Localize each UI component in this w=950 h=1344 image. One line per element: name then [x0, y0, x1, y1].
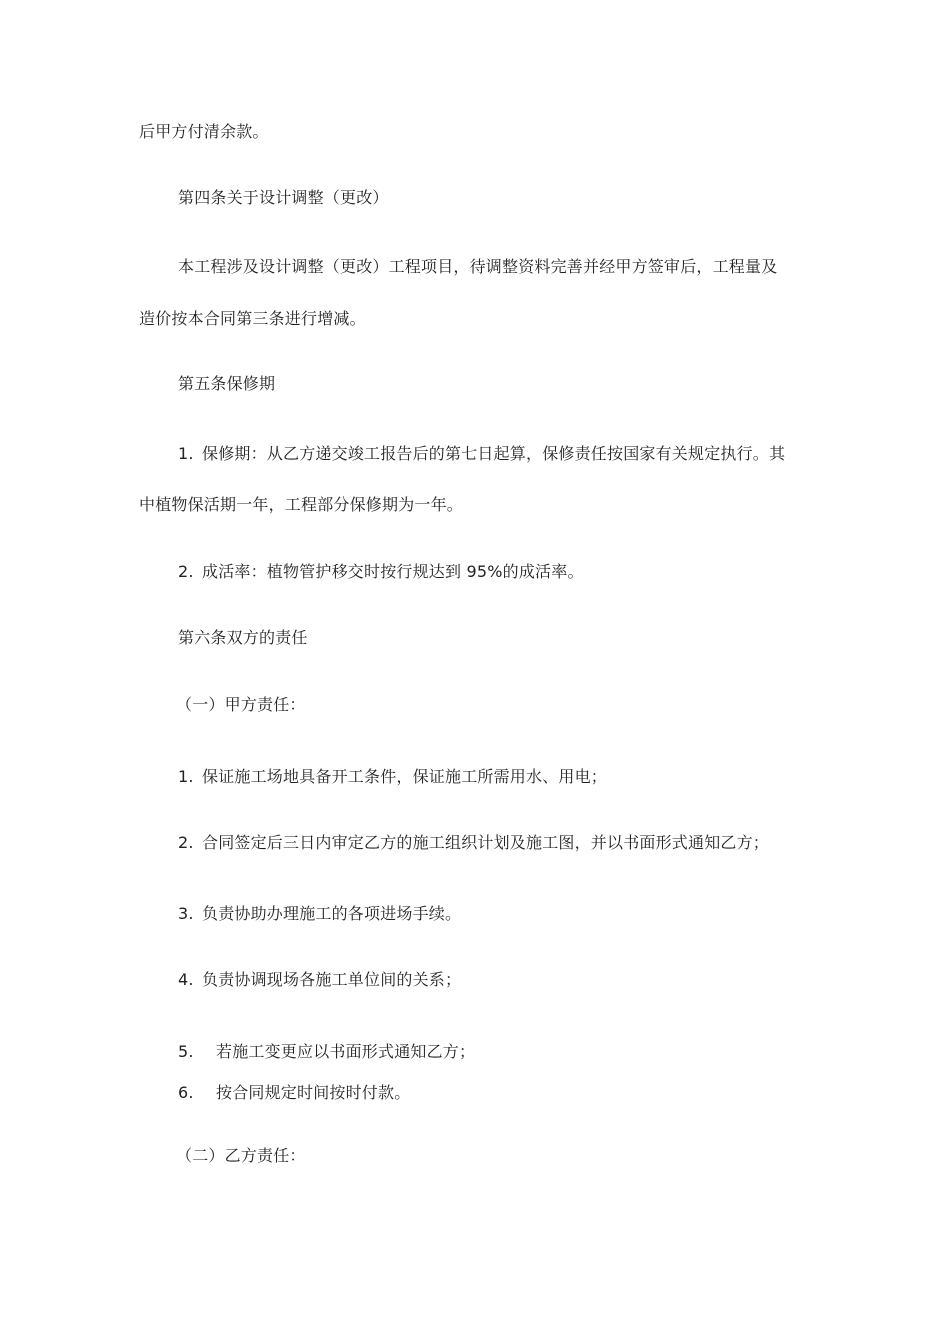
item-text: 保证施工场地具备开工条件，保证施工所需用水、用电；: [202, 767, 608, 786]
article-6-title: 第六条双方的责任: [178, 628, 308, 647]
article-4-body-line-2: 造价按本合同第三条进行增减。: [139, 309, 366, 328]
item-number: 5.: [178, 1042, 194, 1061]
item-number: 6.: [178, 1083, 194, 1102]
party-a-responsibility-title: （一）甲方责任：: [176, 695, 306, 714]
item-text: 保修期：从乙方递交竣工报告后的第七日起算，保修责任按国家有关规定执行。其: [202, 444, 786, 463]
article-5-item-2: [178, 561, 584, 583]
item-text: 合同签定后三日内审定乙方的施工组织计划及施工图，并以书面形式通知乙方；: [202, 833, 770, 852]
article-5-item-1-line-1: [178, 443, 785, 465]
party-a-item: [178, 766, 607, 788]
party-a-item: [178, 1082, 410, 1104]
item-number: 2.: [178, 562, 194, 581]
article-4-body-line-1: 本工程涉及设计调整（更改）工程项目，待调整资料完善并经甲方签审后，工程量及: [178, 257, 778, 276]
article-5-title: 第五条保修期: [178, 374, 276, 393]
item-number: 2.: [178, 833, 194, 852]
item-text: 成活率：植物管护移交时按行规达到 95%的成活率。: [202, 562, 584, 581]
item-number: 3.: [178, 904, 194, 923]
item-text: 负责协调现场各施工单位间的关系；: [202, 970, 462, 989]
item-number: 1.: [178, 444, 194, 463]
article-4-title: 第四条关于设计调整（更改）: [178, 188, 389, 207]
party-a-item: [178, 903, 461, 925]
party-a-item: [178, 969, 461, 991]
party-b-responsibility-title: （二）乙方责任：: [176, 1146, 306, 1165]
item-number: 1.: [178, 767, 194, 786]
party-a-item: [178, 1041, 475, 1063]
article-5-item-1-line-2: 中植物保活期一年，工程部分保修期为一年。: [139, 495, 464, 514]
item-number: 4.: [178, 970, 194, 989]
item-text: 若施工变更应以书面形式通知乙方；: [216, 1042, 476, 1061]
item-text: 负责协助办理施工的各项进场手续。: [202, 904, 462, 923]
item-text: 按合同规定时间按时付款。: [216, 1083, 411, 1102]
paragraph-continuation: 后甲方付清余款。: [139, 122, 269, 141]
party-a-item: [178, 832, 769, 854]
